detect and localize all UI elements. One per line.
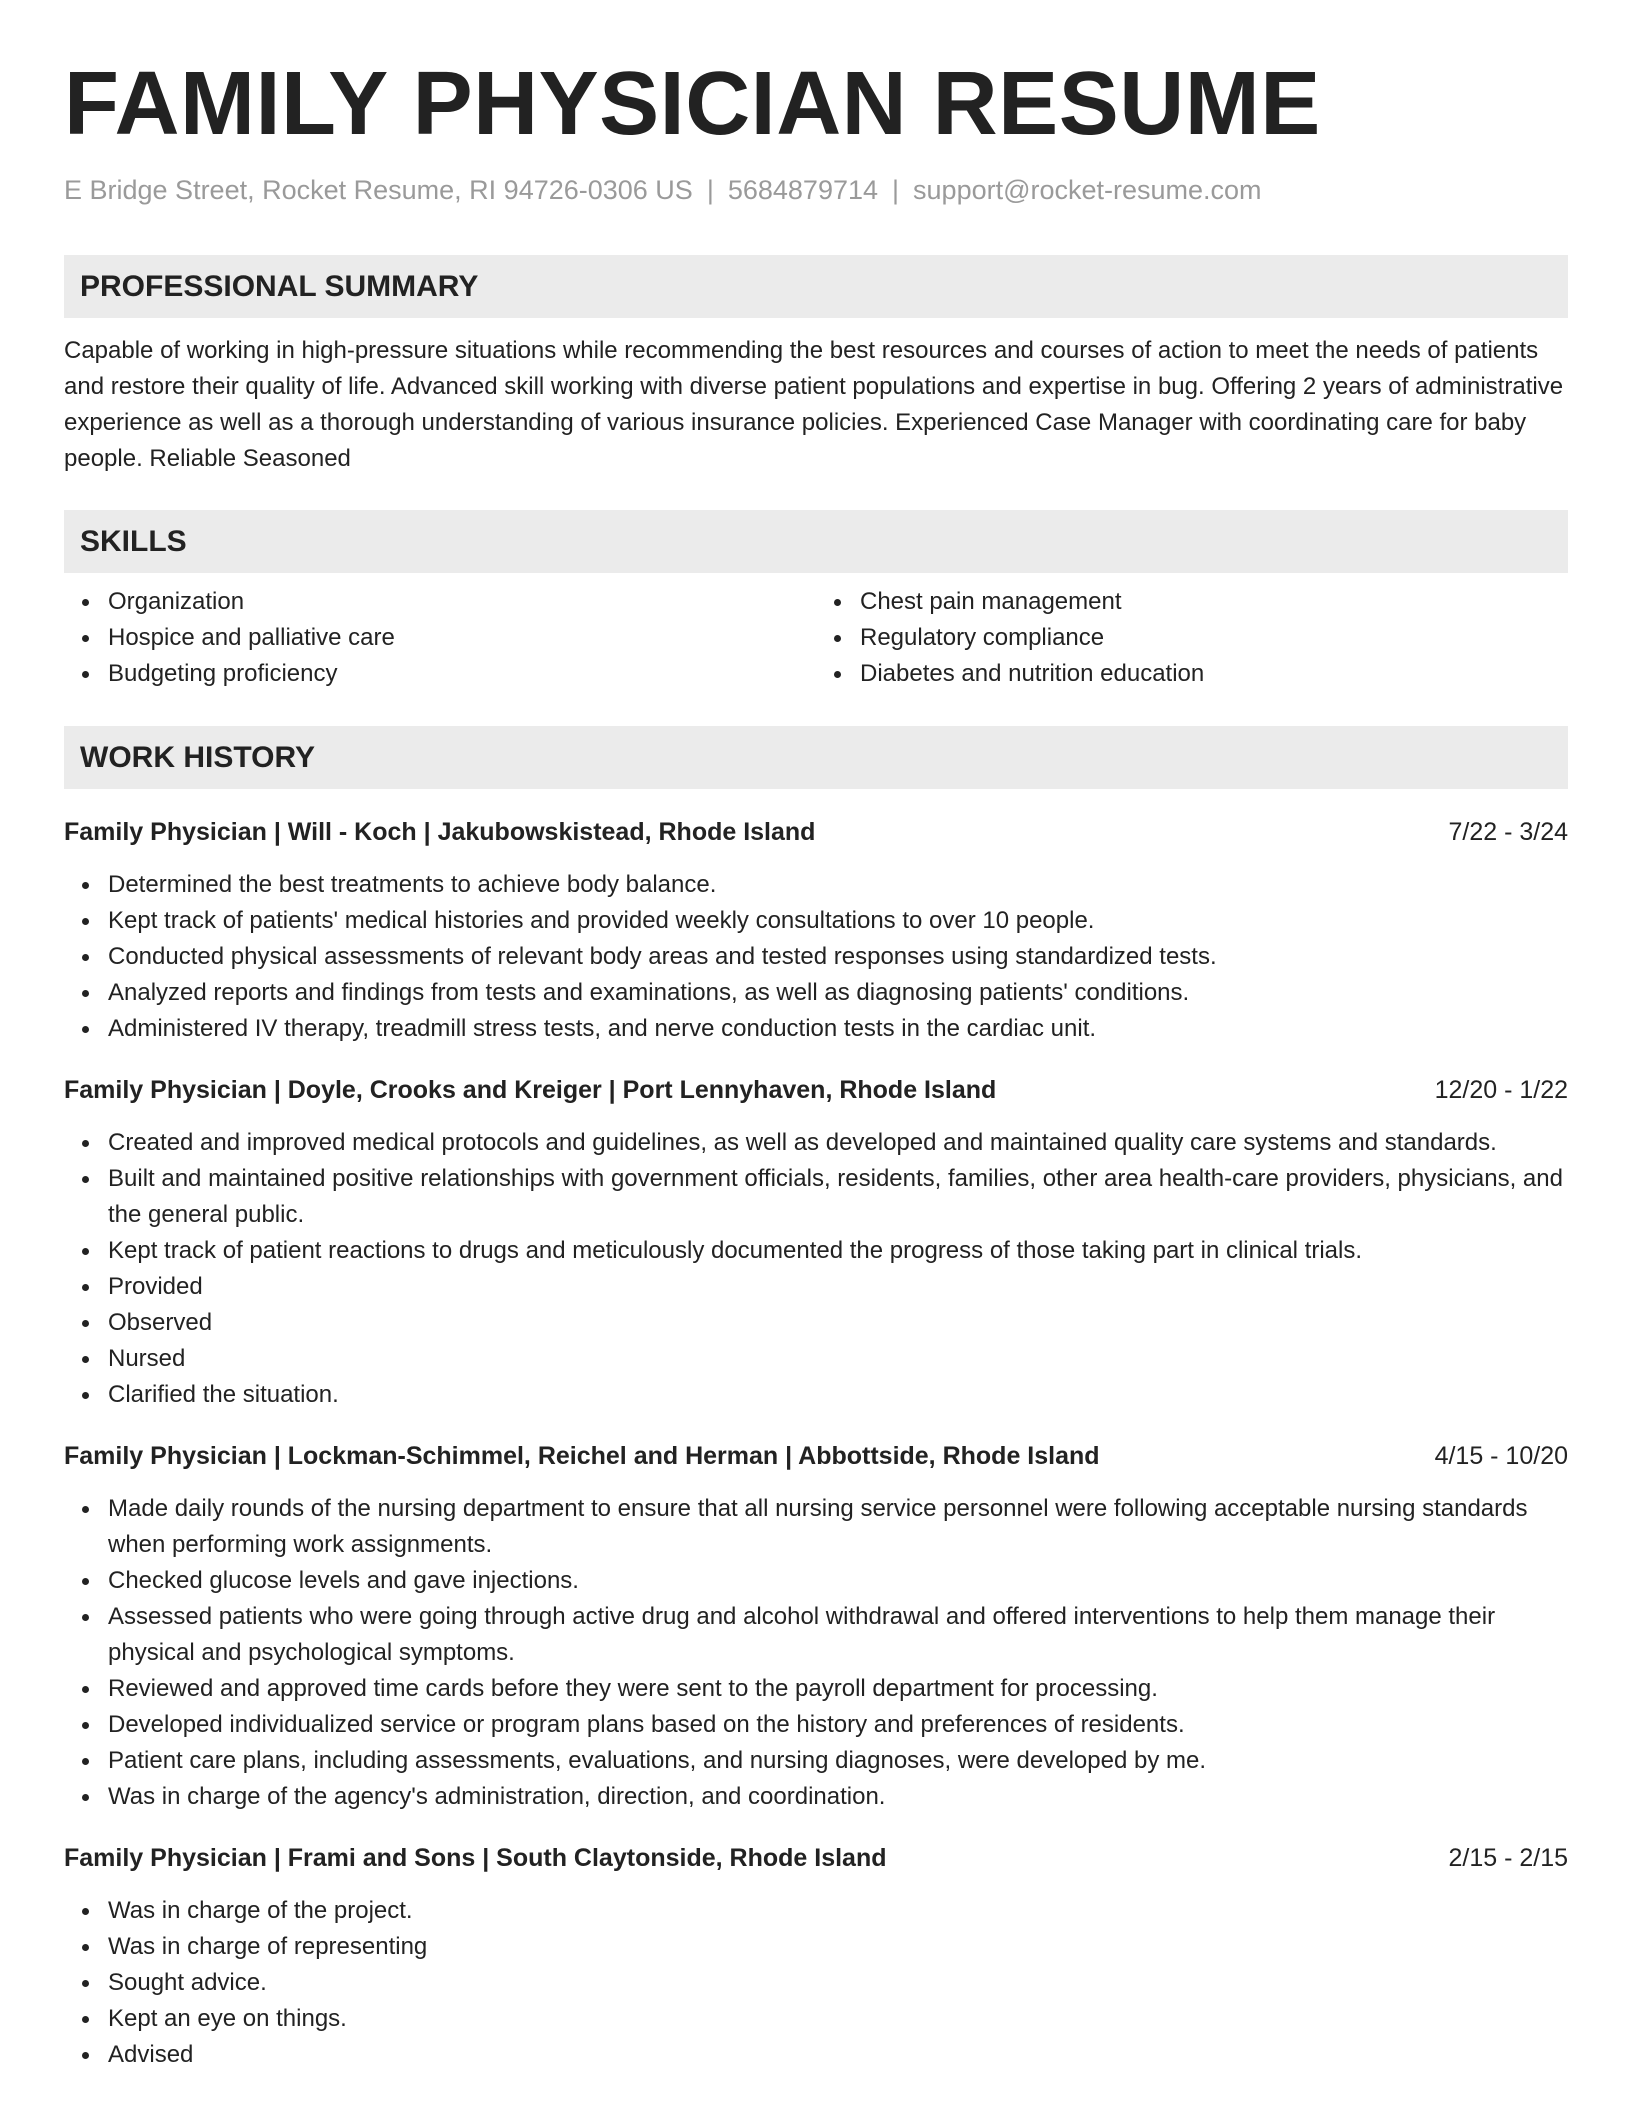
resume-title: FAMILY PHYSICIAN RESUME [64,54,1321,154]
job-bullet: Provided [108,1269,1568,1305]
skills-list [64,584,1568,692]
job-bullets [64,867,1568,1047]
job-bullets [64,1125,1568,1413]
skills-column-left [64,584,816,692]
job-bullet: Created and improved medical protocols and guidelines, as well as developed and maintained quality care systems and standards. [108,1125,1568,1161]
job-bullet: Observed [108,1305,1568,1341]
job-header [64,814,1568,850]
skill-item: Regulatory compliance [860,620,1568,656]
job-bullet: Kept track of patients' medical histories and provided weekly consultations to over 10 people. [108,903,1568,939]
job-dates: 4/15 - 10/20 [1434,1442,1568,1470]
job-header [64,1840,1568,1876]
section-heading: PROFESSIONAL SUMMARY [64,255,1568,318]
job-bullet: Built and maintained positive relationships with government officials, residents, families, other area health-care providers, physicians, and the general public. [108,1161,1568,1233]
summary-text: Capable of working in high-pressure situations while recommending the best resources and courses of action to meet the needs of patients and restore their quality of life. Advanced skill working with diverse patient populations and expertise in bug. Offering 2 years of administrative experience as well as a thorough understanding of various insurance policies. Experienced Case Manager with coordinating care for baby people. Reliable Seasoned [64,337,1564,472]
job-entry [64,1840,1568,2073]
contact-address: E Bridge Street, Rocket Resume, RI 94726-0306 US [64,175,693,205]
job-header [64,1072,1568,1108]
job-header [64,1438,1568,1474]
contact-separator: | [892,175,900,205]
job-bullet: Administered IV therapy, treadmill stress tests, and nerve conduction tests in the cardiac unit. [108,1011,1568,1047]
job-bullet: Patient care plans, including assessments, evaluations, and nursing diagnoses, were developed by me. [108,1743,1568,1779]
job-bullet: Reviewed and approved time cards before they were sent to the payroll department for processing. [108,1671,1568,1707]
job-bullet: Sought advice. [108,1965,1568,2001]
job-dates: 2/15 - 2/15 [1448,1844,1568,1872]
section-heading: SKILLS [64,510,1568,573]
job-bullets [64,1893,1568,2073]
job-bullet: Was in charge of the project. [108,1893,1568,1929]
work-history-section [64,726,1568,2073]
job-bullet: Made daily rounds of the nursing department to ensure that all nursing service personnel were following acceptable nursing standards when performing work assignments. [108,1491,1568,1563]
job-bullet: Advised [108,2037,1568,2073]
contact-line [64,172,1568,208]
job-entry [64,814,1568,1047]
skill-item: Chest pain management [860,584,1568,620]
job-bullet: Determined the best treatments to achieve body balance. [108,867,1568,903]
job-bullet: Analyzed reports and findings from tests and examinations, as well as diagnosing patients' conditions. [108,975,1568,1011]
job-title: Family Physician | Lockman-Schimmel, Reichel and Herman | Abbottside, Rhode Island [64,1442,1100,1470]
section-heading: WORK HISTORY [64,726,1568,789]
job-bullet: Was in charge of the agency's administration, direction, and coordination. [108,1779,1568,1815]
skills-column-right [816,584,1568,692]
contact-separator: | [706,175,714,205]
skill-item: Diabetes and nutrition education [860,656,1568,692]
job-entry [64,1438,1568,1815]
job-dates: 12/20 - 1/22 [1434,1076,1568,1104]
contact-email: support@rocket-resume.com [913,175,1262,205]
job-bullet: Conducted physical assessments of relevant body areas and tested responses using standardized tests. [108,939,1568,975]
job-bullets [64,1491,1568,1815]
job-bullet: Kept track of patient reactions to drugs and meticulously documented the progress of those taking part in clinical trials. [108,1233,1568,1269]
job-bullet: Kept an eye on things. [108,2001,1568,2037]
job-bullet: Was in charge of representing [108,1929,1568,1965]
job-bullet: Developed individualized service or program plans based on the history and preferences of residents. [108,1707,1568,1743]
job-bullet: Checked glucose levels and gave injections. [108,1563,1568,1599]
job-bullet: Nursed [108,1341,1568,1377]
job-title: Family Physician | Will - Koch | Jakubowskistead, Rhode Island [64,818,816,846]
skill-item: Budgeting proficiency [108,656,816,692]
job-title: Family Physician | Doyle, Crooks and Kreiger | Port Lennyhaven, Rhode Island [64,1076,997,1104]
skill-item: Organization [108,584,816,620]
contact-phone: 5684879714 [727,175,879,205]
job-bullet: Assessed patients who were going through active drug and alcohol withdrawal and offered interventions to help them manage their physical and psychological symptoms. [108,1599,1568,1671]
professional-summary-section [64,255,1568,477]
skills-section [64,510,1568,692]
job-entry [64,1072,1568,1413]
job-bullet: Clarified the situation. [108,1377,1568,1413]
job-dates: 7/22 - 3/24 [1448,818,1568,846]
job-title: Family Physician | Frami and Sons | South Claytonside, Rhode Island [64,1844,887,1872]
skill-item: Hospice and palliative care [108,620,816,656]
